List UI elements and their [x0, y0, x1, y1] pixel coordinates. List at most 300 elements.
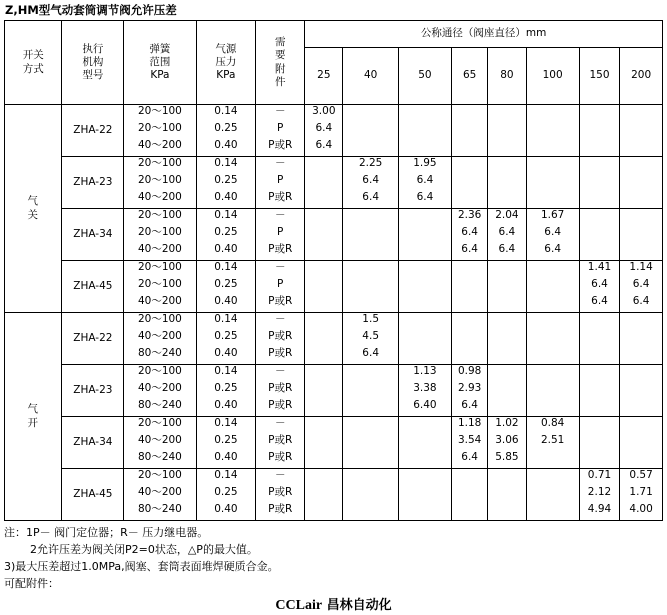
dn-100-value-cell [526, 209, 579, 261]
dn-100-value-cell [526, 261, 579, 313]
dn-25-value-cell-line3 [305, 399, 342, 416]
dn-25-value-cell-line3 [305, 347, 342, 364]
dn-100-value-cell [526, 417, 579, 469]
dn-80-value-cell-line3 [488, 347, 525, 364]
dn-150-value-cell-line1 [580, 365, 619, 382]
dn-80-value-cell-line1 [488, 105, 525, 122]
spring-range-cell [124, 313, 196, 365]
dn-100-value-cell [526, 313, 579, 365]
dn-25-value-cell-line2 [305, 278, 342, 295]
air-pressure-cell-line2: 0.25 [214, 486, 238, 498]
accessory-cell-line2: P或R [268, 330, 293, 342]
dn-65-value-cell [452, 209, 488, 261]
dn-40-value-cell-line3 [343, 295, 397, 312]
dn-150-value-cell [579, 417, 619, 469]
dn-100-value-cell [526, 365, 579, 417]
spring-range-cell-line2: 40～200 [137, 434, 182, 446]
dn-150-value-cell-line2 [580, 174, 619, 191]
air-pressure-cell-line2: 0.25 [214, 330, 238, 342]
header-spring-line1: 弹簧 [149, 42, 171, 55]
allowable-pressure-difference-table [4, 20, 663, 521]
header-dn-25: 25 [305, 48, 343, 105]
actuator-model-cell: ZHA-23 [62, 365, 124, 417]
dn-200-value-cell-line2 [620, 434, 662, 451]
dn-50-value-cell [398, 157, 451, 209]
dn-80-value-cell [488, 157, 526, 209]
dn-150-value-cell [579, 209, 619, 261]
dn-200-value-cell-line3 [620, 347, 662, 364]
dn-65-value-cell-line3 [452, 295, 487, 312]
dn-200-value-cell-line3: 4.00 [629, 503, 653, 515]
dn-80-value-cell-line1 [488, 365, 525, 382]
dn-40-value-cell [343, 417, 398, 469]
dn-65-value-cell [452, 469, 488, 521]
air-pressure-cell [196, 209, 256, 261]
dn-65-value-cell [452, 157, 488, 209]
spring-range-cell-line3: 40～200 [137, 139, 182, 151]
accessory-cell-line2: P [277, 122, 284, 134]
header-switch-mode-line1: 开关 [22, 49, 44, 62]
accessory-cell-line3: P或R [268, 347, 293, 359]
header-dn-200: 200 [620, 48, 663, 105]
dn-150-value-cell-line1 [580, 417, 619, 434]
dn-40-value-cell-line1 [343, 105, 397, 122]
dn-100-value-cell-line2: 6.4 [544, 226, 561, 238]
dn-150-value-cell-line3 [580, 399, 619, 416]
dn-100-value-cell-line1 [527, 365, 579, 382]
dn-50-value-cell-line1 [399, 105, 451, 122]
dn-150-value-cell-line2: 2.12 [587, 486, 612, 498]
dn-100-value-cell-line3 [527, 347, 579, 364]
spring-range-cell-line1: 20～100 [137, 105, 182, 117]
accessory-cell [256, 209, 305, 261]
dn-100-value-cell-line1: 1.67 [540, 209, 565, 221]
note-2: 2允许压差为阀关闭P2=0状态，△P的最大值。 [30, 543, 258, 557]
header-accessory-line2: 要 [274, 49, 286, 62]
accessory-cell-line1: － [274, 313, 286, 325]
dn-100-value-cell-line1: 0.84 [540, 417, 565, 429]
dn-40-value-cell-line2 [343, 122, 397, 139]
air-pressure-cell-line1: 0.14 [214, 261, 238, 273]
spring-range-cell-line3: 80～240 [137, 451, 182, 463]
dn-50-value-cell-line3: 6.4 [416, 191, 434, 203]
dn-25-value-cell [305, 105, 343, 157]
dn-80-value-cell-line2 [488, 486, 525, 503]
table-row [5, 105, 663, 157]
dn-65-value-cell-line2: 2.93 [457, 382, 482, 394]
dn-50-value-cell-line3 [399, 503, 451, 520]
note-1: 注：1P－ 阀门定位器；R－ 压力继电器。 [4, 526, 209, 539]
actuator-model-cell: ZHA-34 [62, 417, 124, 469]
dn-200-value-cell [620, 105, 663, 157]
dn-40-value-cell-line2 [343, 382, 397, 399]
dn-50-value-cell-line2: 3.38 [413, 382, 437, 394]
dn-200-value-cell [620, 313, 663, 365]
dn-80-value-cell-line3 [488, 139, 525, 156]
dn-25-value-cell [305, 209, 343, 261]
dn-100-value-cell-line3 [527, 139, 579, 156]
dn-65-value-cell-line1 [452, 261, 487, 278]
group-label-line2: 开 [27, 416, 39, 429]
dn-80-value-cell-line1 [488, 157, 525, 174]
spring-range-cell-line3: 80～240 [137, 399, 182, 411]
header-dn-65: 65 [452, 48, 488, 105]
header-switch-mode-line2: 方式 [22, 62, 44, 75]
page-title: Z,HM型气动套筒调节阀允许压差 [5, 3, 177, 17]
header-spring-range [124, 21, 196, 105]
dn-25-value-cell [305, 469, 343, 521]
dn-50-value-cell-line1 [399, 313, 451, 330]
dn-150-value-cell [579, 157, 619, 209]
accessory-cell [256, 105, 305, 157]
air-pressure-cell-line2: 0.25 [214, 226, 238, 238]
dn-80-value-cell [488, 209, 526, 261]
dn-150-value-cell-line3 [580, 347, 619, 364]
spring-range-cell-line2: 20～100 [137, 122, 182, 134]
dn-25-value-cell-line1 [305, 417, 342, 434]
air-pressure-cell-line1: 0.14 [214, 157, 238, 169]
dn-150-value-cell [579, 313, 619, 365]
dn-40-value-cell-line1: 2.25 [358, 157, 383, 169]
dn-40-value-cell-line1 [343, 261, 397, 278]
dn-25-value-cell-line2: 6.4 [315, 122, 333, 134]
accessory-cell-line1: － [274, 157, 286, 169]
group-label-line1: 气 [27, 403, 39, 416]
dn-200-value-cell-line1: 0.57 [629, 469, 653, 481]
dn-100-value-cell-line1 [527, 261, 579, 278]
dn-40-value-cell [343, 209, 398, 261]
air-pressure-cell [196, 313, 256, 365]
header-accessory-line4: 件 [274, 75, 286, 88]
dn-65-value-cell-line3: 6.4 [461, 243, 478, 255]
dn-200-value-cell [620, 209, 663, 261]
dn-40-value-cell-line3: 6.4 [362, 191, 379, 203]
spring-range-cell [124, 157, 196, 209]
dn-25-value-cell-line3 [305, 451, 342, 468]
dn-50-value-cell-line2 [399, 486, 451, 503]
dn-65-value-cell-line2 [452, 174, 487, 191]
dn-65-value-cell-line2: 6.4 [461, 226, 478, 238]
dn-200-value-cell-line3 [620, 451, 662, 468]
spring-range-cell-line1: 20～100 [137, 209, 182, 221]
air-pressure-cell-line3: 0.40 [214, 295, 238, 307]
dn-200-value-cell [620, 469, 663, 521]
spring-range-cell-line1: 20～100 [137, 417, 182, 429]
dn-65-value-cell-line3 [452, 347, 487, 364]
dn-25-value-cell [305, 365, 343, 417]
dn-80-value-cell-line2: 6.4 [498, 226, 516, 238]
dn-200-value-cell [620, 157, 663, 209]
dn-65-value-cell-line3: 6.4 [461, 451, 478, 463]
accessory-cell-line1: － [274, 209, 286, 221]
dn-40-value-cell-line2 [343, 434, 397, 451]
dn-150-value-cell-line1: 1.41 [587, 261, 612, 273]
dn-80-value-cell [488, 261, 526, 313]
air-pressure-cell-line3: 0.40 [214, 243, 238, 255]
dn-150-value-cell [579, 105, 619, 157]
dn-150-value-cell-line2 [580, 226, 619, 243]
dn-25-value-cell-line2 [305, 226, 342, 243]
dn-25-value-cell-line3 [305, 503, 342, 520]
dn-200-value-cell-line2 [620, 226, 662, 243]
dn-80-value-cell-line2 [488, 330, 525, 347]
header-air-supply-pressure [196, 21, 256, 105]
actuator-model-cell: ZHA-45 [62, 469, 124, 521]
header-spring-line2: 范围 [149, 55, 171, 68]
dn-80-value-cell-line1 [488, 313, 525, 330]
dn-80-value-cell-line1: 2.04 [495, 209, 519, 221]
air-pressure-cell-line3: 0.40 [214, 191, 238, 203]
dn-50-value-cell-line1 [399, 417, 451, 434]
spring-range-cell-line3: 40～200 [137, 295, 182, 307]
spring-range-cell-line3: 80～240 [137, 503, 182, 515]
dn-50-value-cell-line3 [399, 139, 451, 156]
dn-80-value-cell-line3: 6.4 [498, 243, 516, 255]
dn-80-value-cell-line2 [488, 122, 525, 139]
table-row [5, 365, 663, 417]
dn-50-value-cell-line2 [399, 122, 451, 139]
table-row [5, 469, 663, 521]
dn-65-value-cell-line1: 2.36 [457, 209, 482, 221]
table-body [5, 105, 663, 521]
dn-25-value-cell-line2 [305, 382, 342, 399]
spring-range-cell [124, 209, 196, 261]
note-4: 可配附件： [4, 577, 59, 591]
dn-100-value-cell-line2 [527, 122, 579, 139]
accessory-cell [256, 365, 305, 417]
dn-150-value-cell-line1 [580, 313, 619, 330]
dn-200-value-cell [620, 365, 663, 417]
header-nominal-diameter-group: 公称通径（阀座直径）mm [305, 21, 663, 48]
dn-65-value-cell-line3 [452, 191, 487, 208]
dn-100-value-cell-line2 [527, 330, 579, 347]
dn-40-value-cell-line2 [343, 278, 397, 295]
dn-80-value-cell-line3: 5.85 [495, 451, 519, 463]
header-actuator-line3: 型号 [82, 69, 104, 82]
dn-80-value-cell-line3 [488, 295, 525, 312]
dn-100-value-cell-line3 [527, 191, 579, 208]
dn-200-value-cell-line1 [620, 365, 662, 382]
dn-100-value-cell [526, 105, 579, 157]
dn-50-value-cell-line2 [399, 278, 451, 295]
dn-150-value-cell [579, 469, 619, 521]
dn-200-value-cell-line2: 6.4 [632, 278, 650, 290]
air-pressure-cell-line2: 0.25 [214, 278, 238, 290]
dn-150-value-cell-line3 [580, 191, 619, 208]
dn-40-value-cell-line3 [343, 399, 397, 416]
dn-50-value-cell-line3: 6.40 [413, 399, 437, 411]
dn-150-value-cell-line3 [580, 451, 619, 468]
dn-200-value-cell-line1 [620, 209, 662, 226]
dn-80-value-cell-line2 [488, 174, 525, 191]
spring-range-cell-line2: 40～200 [137, 382, 182, 394]
dn-50-value-cell-line2 [399, 434, 451, 451]
dn-100-value-cell [526, 469, 579, 521]
dn-50-value-cell-line3 [399, 347, 451, 364]
dn-65-value-cell-line1 [452, 469, 487, 486]
header-switch-mode [5, 21, 62, 105]
accessory-cell [256, 313, 305, 365]
dn-65-value-cell-line2 [452, 278, 487, 295]
dn-50-value-cell [398, 365, 451, 417]
dn-80-value-cell-line1 [488, 261, 525, 278]
spring-range-cell-line2: 40～200 [137, 486, 182, 498]
dn-50-value-cell [398, 261, 451, 313]
dn-25-value-cell-line1 [305, 209, 342, 226]
header-air-line3: KPa [216, 69, 236, 82]
accessory-cell-line3: P或R [268, 243, 293, 255]
spring-range-cell-line3: 40～200 [137, 191, 182, 203]
air-pressure-cell [196, 417, 256, 469]
dn-25-value-cell-line1 [305, 261, 342, 278]
dn-200-value-cell-line3: 6.4 [632, 295, 650, 307]
header-actuator-line2: 机构 [82, 55, 104, 68]
air-pressure-cell-line3: 0.40 [214, 451, 238, 463]
dn-40-value-cell [343, 313, 398, 365]
accessory-cell-line1: － [274, 105, 286, 117]
dn-100-value-cell-line2 [527, 278, 579, 295]
air-pressure-cell-line1: 0.14 [214, 105, 238, 117]
dn-40-value-cell-line3 [343, 503, 397, 520]
dn-200-value-cell-line2 [620, 330, 662, 347]
brand-name-en: CCLair [275, 598, 323, 614]
dn-50-value-cell-line3 [399, 295, 451, 312]
header-air-line1: 气源 [215, 42, 237, 55]
actuator-model-cell: ZHA-22 [62, 105, 124, 157]
air-pressure-cell-line1: 0.14 [214, 417, 238, 429]
group-label-line2: 关 [27, 208, 39, 221]
dn-200-value-cell-line3 [620, 191, 662, 208]
dn-40-value-cell-line3 [343, 451, 397, 468]
air-pressure-cell-line3: 0.40 [214, 399, 238, 411]
dn-65-value-cell-line1 [452, 313, 487, 330]
actuator-model-cell: ZHA-45 [62, 261, 124, 313]
dn-50-value-cell-line1 [399, 209, 451, 226]
accessory-cell-line3: P或R [268, 191, 293, 203]
dn-150-value-cell [579, 261, 619, 313]
dn-100-value-cell-line3 [527, 503, 579, 520]
dn-200-value-cell [620, 417, 663, 469]
air-pressure-cell-line2: 0.25 [214, 122, 238, 134]
dn-25-value-cell-line1 [305, 313, 342, 330]
air-pressure-cell-line3: 0.40 [214, 139, 238, 151]
spring-range-cell-line1: 20～100 [137, 261, 182, 273]
dn-200-value-cell-line3 [620, 399, 662, 416]
air-pressure-cell [196, 469, 256, 521]
accessory-cell [256, 157, 305, 209]
dn-25-value-cell-line1 [305, 157, 342, 174]
spring-range-cell [124, 365, 196, 417]
dn-40-value-cell [343, 261, 398, 313]
dn-100-value-cell-line3 [527, 295, 579, 312]
dn-50-value-cell-line2: 6.4 [416, 174, 434, 186]
dn-80-value-cell-line1 [488, 469, 525, 486]
actuator-model-cell: ZHA-23 [62, 157, 124, 209]
dn-80-value-cell-line3 [488, 399, 525, 416]
dn-80-value-cell-line2 [488, 382, 525, 399]
dn-40-value-cell-line2: 4.5 [362, 330, 379, 342]
dn-40-value-cell-line1 [343, 417, 397, 434]
accessory-cell-line2: P或R [268, 486, 293, 498]
dn-40-value-cell-line1 [343, 469, 397, 486]
dn-25-value-cell-line1 [305, 469, 342, 486]
header-dn-150: 150 [579, 48, 619, 105]
air-pressure-cell-line2: 0.25 [214, 382, 238, 394]
spring-range-cell [124, 417, 196, 469]
accessory-cell-line1: － [274, 365, 286, 377]
dn-80-value-cell [488, 105, 526, 157]
brand-name-cn: 昌林自动化 [326, 598, 392, 614]
dn-50-value-cell-line1 [399, 261, 451, 278]
dn-65-value-cell-line1: 1.18 [457, 417, 482, 429]
dn-150-value-cell-line1 [580, 157, 619, 174]
accessory-cell-line1: － [274, 261, 286, 273]
dn-100-value-cell [526, 157, 579, 209]
dn-50-value-cell [398, 313, 451, 365]
dn-50-value-cell [398, 417, 451, 469]
accessory-cell-line2: P [277, 174, 284, 186]
spring-range-cell-line2: 20～100 [137, 278, 182, 290]
dn-80-value-cell-line2: 3.06 [495, 434, 519, 446]
accessory-cell-line2: P或R [268, 382, 293, 394]
dn-25-value-cell-line2 [305, 434, 342, 451]
dn-100-value-cell-line3: 6.4 [544, 243, 561, 255]
dn-25-value-cell-line3 [305, 243, 342, 260]
dn-40-value-cell [343, 157, 398, 209]
accessory-cell-line2: P [277, 278, 284, 290]
table-row [5, 313, 663, 365]
dn-150-value-cell-line1 [580, 209, 619, 226]
dn-200-value-cell-line2 [620, 122, 662, 139]
air-pressure-cell-line1: 0.14 [214, 469, 238, 481]
dn-25-value-cell-line3 [305, 295, 342, 312]
dn-65-value-cell-line1: 0.98 [457, 365, 482, 377]
dn-25-value-cell-line1: 3.00 [312, 105, 336, 117]
air-pressure-cell [196, 365, 256, 417]
brand-logo [4, 594, 663, 614]
air-pressure-cell [196, 105, 256, 157]
dn-200-value-cell-line3 [620, 243, 662, 260]
accessory-cell-line2: P或R [268, 434, 293, 446]
dn-50-value-cell-line1: 1.13 [413, 365, 437, 377]
table-row [5, 209, 663, 261]
dn-150-value-cell-line3: 4.94 [587, 503, 612, 515]
spring-range-cell-line1: 20～100 [137, 469, 182, 481]
dn-65-value-cell [452, 261, 488, 313]
dn-150-value-cell-line2 [580, 330, 619, 347]
dn-40-value-cell-line2 [343, 486, 397, 503]
dn-200-value-cell-line3 [620, 139, 662, 156]
dn-65-value-cell-line2 [452, 122, 487, 139]
dn-200-value-cell-line1: 1.14 [629, 261, 653, 273]
spring-range-cell-line2: 40～200 [137, 330, 182, 342]
actuator-model-cell: ZHA-34 [62, 209, 124, 261]
notes-block [4, 524, 663, 592]
dn-150-value-cell [579, 365, 619, 417]
header-dn-80: 80 [488, 48, 526, 105]
accessory-cell-line1: － [274, 417, 286, 429]
dn-50-value-cell-line1: 1.95 [413, 157, 437, 169]
dn-40-value-cell-line3 [343, 139, 397, 156]
dn-25-value-cell-line1 [305, 365, 342, 382]
air-pressure-cell-line2: 0.25 [214, 434, 238, 446]
note-3: 3)最大压差超过1.0MPa,阀塞、套筒表面堆焊硬质合金。 [4, 560, 279, 574]
group-label-line1: 气 [27, 195, 39, 208]
dn-65-value-cell-line2: 3.54 [457, 434, 482, 446]
dn-25-value-cell [305, 417, 343, 469]
group-label-air-to-open [5, 313, 62, 521]
accessory-cell-line3: P或R [268, 451, 293, 463]
